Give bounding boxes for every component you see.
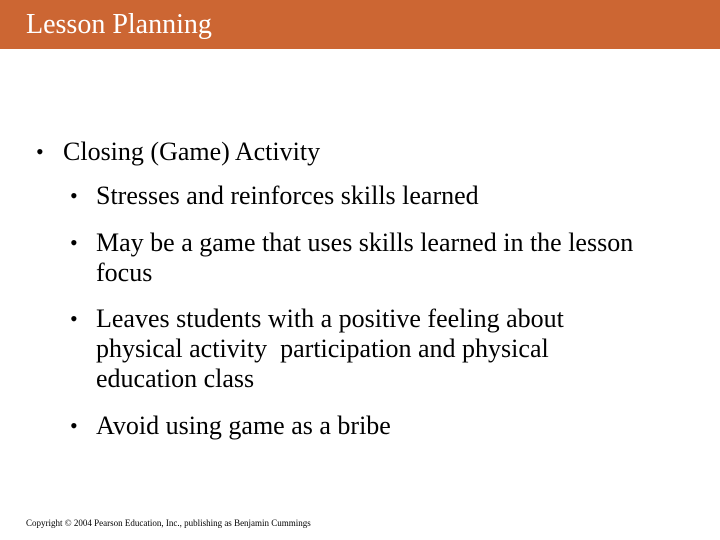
sub-bullet-text: Stresses and reinforces skills learned — [96, 181, 479, 210]
bullet-icon: • — [70, 183, 78, 208]
bullet-icon: • — [36, 139, 44, 164]
sub-bullet-4 — [70, 411, 590, 441]
sub-bullet-text: May be a game that uses skills learned in the lesson focus — [96, 228, 634, 287]
slide-title: Lesson Planning — [26, 9, 212, 40]
main-bullet — [36, 137, 676, 167]
copyright-footer: Copyright © 2004 Pearson Education, Inc., publishing as Benjamin Cummings — [26, 518, 311, 528]
sub-bullet-text: Leaves students with a positive feeling about physical activity participation and physical education class — [96, 304, 571, 393]
title-bar — [0, 0, 720, 49]
main-bullet-text: Closing (Game) Activity — [63, 137, 321, 166]
sub-bullet-text: Avoid using game as a bribe — [96, 411, 391, 440]
bullet-icon: • — [70, 413, 78, 438]
bullet-icon: • — [70, 230, 78, 255]
sub-bullet-3 — [70, 304, 640, 394]
sub-bullet-1 — [70, 181, 590, 211]
bullet-icon: • — [70, 306, 78, 331]
sub-bullet-2 — [70, 228, 640, 288]
